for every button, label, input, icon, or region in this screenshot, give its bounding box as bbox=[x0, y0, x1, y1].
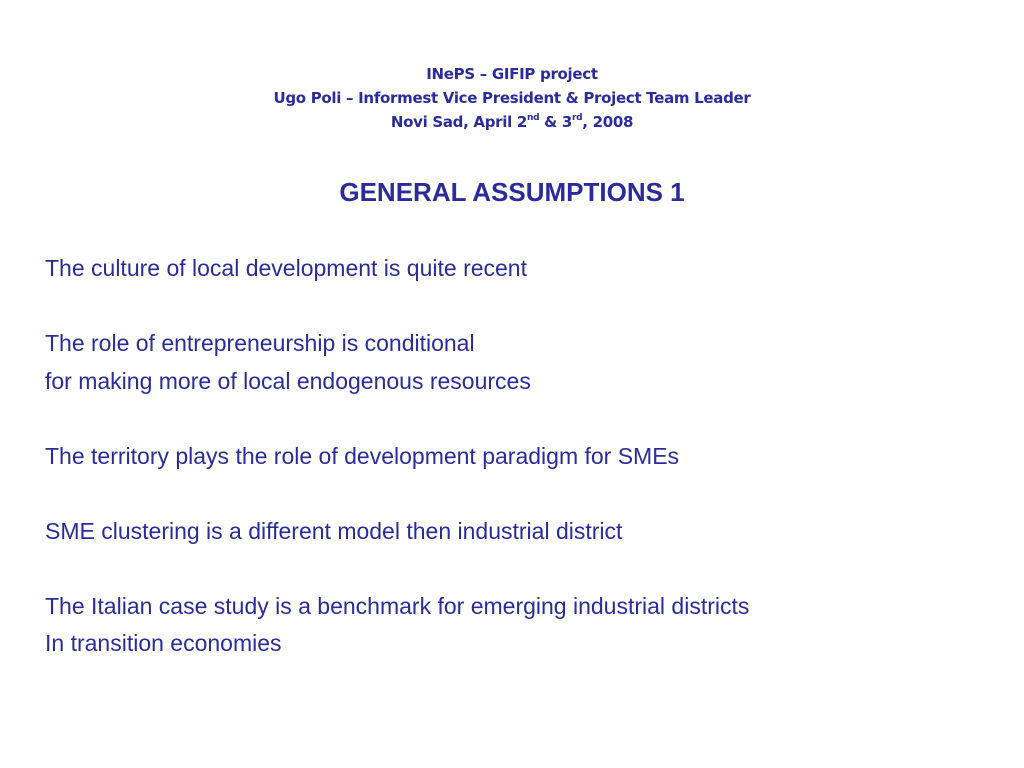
assumptions-list bbox=[45, 250, 1005, 663]
ordinal-suffix-rd: rd bbox=[572, 113, 583, 123]
assumption-2-line-1: The role of entrepreneurship is conditional bbox=[45, 330, 475, 356]
project-name: INePS – GIFIP project bbox=[426, 65, 598, 83]
slide-title: GENERAL ASSUMPTIONS 1 bbox=[339, 177, 685, 207]
spacer bbox=[45, 288, 1005, 326]
assumption-1: The culture of local development is quite recent bbox=[45, 255, 527, 281]
assumption-2-line-2: for making more of local endogenous resources bbox=[45, 367, 531, 394]
date-prefix: Novi Sad, April 2 bbox=[390, 113, 527, 131]
presenter-info: Ugo Poli – Informest Vice President & Project Team Leader bbox=[273, 89, 751, 107]
assumption-5-line-2: In transition economies bbox=[45, 630, 282, 656]
spacer bbox=[45, 550, 1005, 588]
assumption-3: The territory plays the role of development paradigm for SMEs bbox=[45, 442, 680, 469]
spacer bbox=[45, 475, 1005, 513]
date-suffix: , 2008 bbox=[582, 113, 634, 131]
ordinal-suffix-nd: nd bbox=[527, 113, 540, 123]
slide-header bbox=[0, 62, 1024, 134]
event-date-location bbox=[0, 110, 1024, 134]
assumption-5-line-1: The Italian case study is a benchmark for emerging industrial districts bbox=[45, 592, 750, 619]
assumption-4: SME clustering is a different model then industrial district bbox=[45, 517, 623, 544]
spacer bbox=[45, 400, 1005, 438]
date-mid: & 3 bbox=[539, 113, 573, 131]
